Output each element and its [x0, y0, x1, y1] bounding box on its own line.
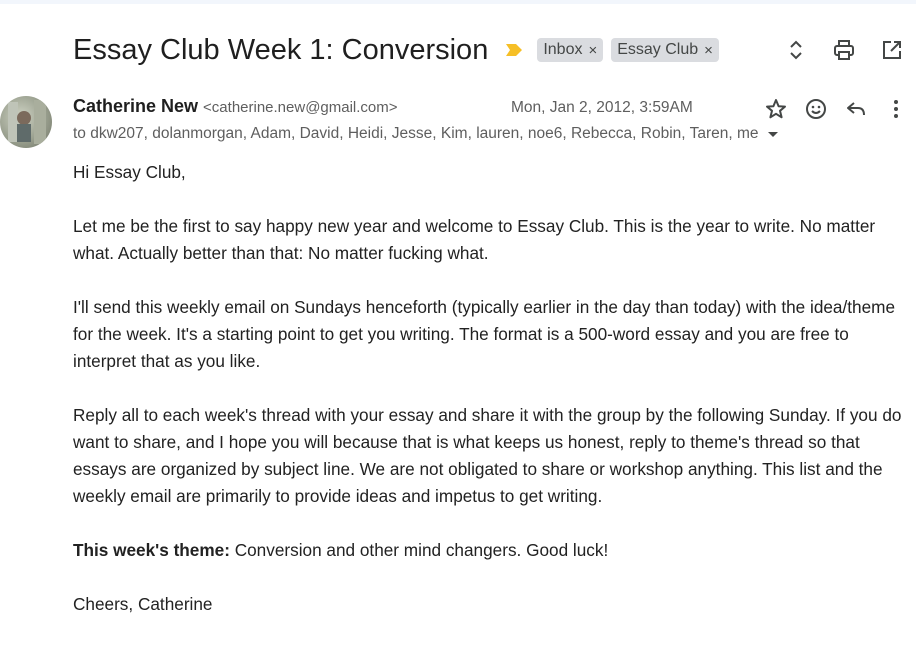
more-vert-icon[interactable] — [876, 95, 916, 123]
recipients-line — [73, 125, 779, 143]
importance-marker-icon[interactable] — [505, 42, 525, 58]
theme-label: This week's theme: — [73, 540, 230, 560]
star-icon[interactable] — [756, 95, 796, 123]
body-paragraph-3: Reply all to each week's thread with your essay and share it with the group by the following Sunday. If you do want to share, and I hope you will because that is what keeps us honest, reply to theme's thread so that essays are organized by subject line. We are not obligated to share or workshop anything. This list and the weekly email are primarily to provide ideas and impetus to get writing. — [73, 405, 902, 506]
remove-label-icon[interactable]: × — [704, 41, 713, 59]
remove-label-icon[interactable]: × — [588, 41, 598, 59]
label-chip-text: Inbox — [543, 41, 583, 58]
show-details-caret-icon[interactable] — [767, 128, 779, 140]
label-chip-inbox[interactable] — [537, 38, 603, 62]
signoff: Cheers, Catherine — [73, 594, 213, 614]
subject-row — [73, 30, 719, 70]
theme-paragraph — [73, 537, 913, 564]
sender-line — [73, 96, 398, 120]
greeting: Hi Essay Club, — [73, 162, 186, 182]
thread-actions — [762, 36, 906, 64]
sender-avatar[interactable] — [0, 96, 52, 148]
open-in-new-window-icon[interactable] — [878, 36, 906, 64]
message-actions — [756, 95, 916, 123]
email-subject: Essay Club Week 1: Conversion — [73, 34, 489, 66]
sender-email: <catherine.new@gmail.com> — [203, 99, 398, 116]
expand-collapse-icon[interactable] — [782, 36, 810, 64]
theme-text: Conversion and other mind changers. Good luck! — [229, 540, 609, 560]
sender-name[interactable]: Catherine New — [73, 96, 199, 116]
top-divider — [0, 0, 916, 4]
print-icon[interactable] — [830, 36, 858, 64]
emoji-reaction-icon[interactable] — [796, 95, 836, 123]
message-date: Mon, Jan 2, 2012, 3:59AM — [511, 99, 693, 116]
body-paragraph-2: I'll send this weekly email on Sundays henceforth (typically earlier in the day than today) with the idea/theme for the week. It's a starting point to get you writing. The format is a 500-word essay and you are free to interpret that as you like. — [73, 297, 896, 371]
body-paragraph-1: Let me be the first to say happy new year and welcome to Essay Club. This is the year to write. No matter what. Actually better than that: No matter fucking what. — [73, 216, 876, 263]
message-body — [73, 159, 913, 645]
label-chip-essay-club[interactable] — [611, 38, 719, 62]
label-chip-text: Essay Club — [617, 41, 699, 58]
reply-icon[interactable] — [836, 95, 876, 123]
recipients-text: to dkw207, dolanmorgan, Adam, David, Heidi, Jesse, Kim, lauren, noe6, Rebecca, Robin, Taren, me — [73, 125, 759, 142]
